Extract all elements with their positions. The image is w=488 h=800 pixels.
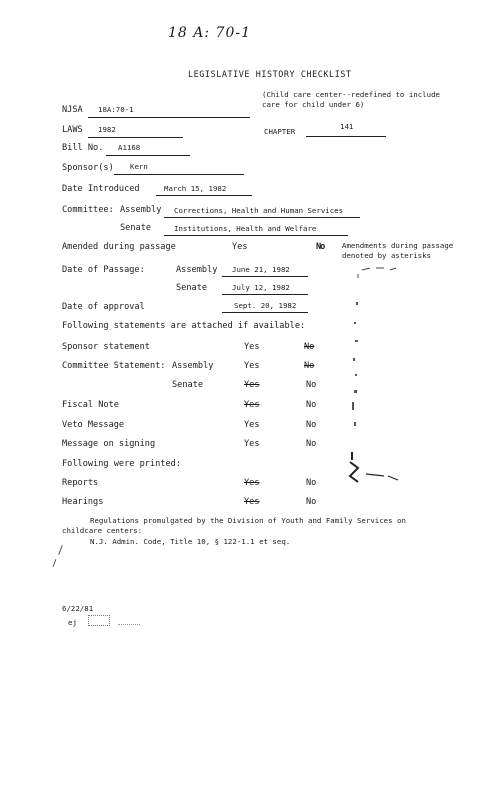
laws-label: LAWS: [62, 125, 83, 135]
passage-assembly-value: June 21, 1982: [232, 265, 290, 274]
regulations-line2: childcare centers:: [62, 526, 143, 535]
assembly-committee-value: Corrections, Health and Human Services: [174, 206, 344, 215]
passage-senate-underline: [222, 294, 308, 295]
footer-stamp-mark-2: [118, 617, 140, 625]
bill-label: Bill No.: [62, 143, 104, 153]
scan-stroke: [366, 474, 398, 480]
footer-date: 6/22/81: [62, 604, 94, 613]
footer-initials: ej: [68, 618, 77, 627]
printed-heading: Following were printed:: [62, 459, 181, 469]
veto-message-label: Veto Message: [62, 420, 125, 430]
scan-dot: [352, 402, 354, 410]
margin-mark: [58, 545, 62, 555]
attached-heading: Following statements are attached if available:: [62, 321, 306, 331]
laws-value: 1982: [98, 125, 116, 134]
message-signing-yes: Yes: [244, 439, 260, 449]
date-introduced-label: Date Introduced: [62, 184, 140, 194]
assembly-committee-underline: [164, 217, 360, 218]
senate-committee-value: Institutions, Health and Welfare: [174, 224, 317, 233]
njsa-label: NJSA: [62, 105, 83, 115]
scan-dot: [355, 374, 357, 376]
sponsor-label: Sponsor(s): [62, 163, 114, 173]
committee-statement-assembly: Assembly: [172, 361, 214, 371]
subject-note-line1: (Child care center--redefined to include: [262, 90, 440, 99]
fiscal-note-yes: Yes: [244, 400, 260, 410]
njsa-value: 18A:70-1: [98, 105, 134, 114]
sponsor-value: Kern: [130, 162, 148, 171]
subject-note-line2: care for child under 6): [262, 100, 365, 109]
passage-senate-value: July 12, 1982: [232, 283, 290, 292]
committee-label: Committee:: [62, 205, 114, 215]
sponsor-statement-no: No: [304, 342, 315, 352]
sponsor-statement-label: Sponsor statement: [62, 342, 150, 352]
date-approval-value: Sept. 20, 1982: [234, 301, 297, 310]
message-signing-label: Message on signing: [62, 439, 156, 449]
date-introduced-underline: [156, 195, 252, 196]
amended-no: No: [316, 242, 325, 252]
footer-stamp-mark: [88, 615, 110, 626]
page-title: LEGISLATIVE HISTORY CHECKLIST: [188, 69, 352, 79]
reports-label: Reports: [62, 478, 99, 488]
hearings-yes: Yes: [244, 497, 260, 507]
laws-underline: [88, 137, 183, 138]
committee-senate-yes: Yes: [244, 380, 260, 390]
handwritten-citation: 18 A: 70-1: [168, 25, 251, 41]
date-passage-label: Date of Passage:: [62, 265, 145, 275]
chapter-value: 141: [340, 122, 354, 131]
scan-dot: [355, 340, 358, 342]
scan-dot: [354, 390, 357, 393]
chapter-underline: [306, 136, 386, 137]
scan-scribble: [350, 462, 358, 482]
hearings-label: Hearings: [62, 497, 104, 507]
scan-dot: [356, 302, 358, 305]
regulations-line3: N.J. Admin. Code, Title 10, § 122-1.1 et seq.: [90, 537, 291, 546]
amended-label: Amended during passage: [62, 242, 176, 252]
reports-yes: Yes: [244, 478, 260, 488]
fiscal-note-no: No: [306, 400, 317, 410]
veto-message-no: No: [306, 420, 317, 430]
date-approval-label: Date of approval: [62, 302, 145, 312]
amendment-note-line2: denoted by asterisks: [342, 251, 431, 260]
date-approval-underline: [222, 312, 308, 313]
passage-assembly-label: Assembly: [176, 265, 218, 275]
date-introduced-value: March 15, 1982: [164, 184, 227, 193]
committee-assembly-yes: Yes: [244, 361, 260, 371]
regulations-line1: Regulations promulgated by the Division of Youth and Family Services on: [90, 516, 406, 525]
sponsor-statement-yes: Yes: [244, 342, 260, 352]
scan-dot: [353, 358, 355, 361]
scan-dot: [354, 322, 356, 324]
committee-statement-label: Committee Statement:: [62, 361, 166, 371]
committee-assembly-label: Assembly: [120, 205, 162, 215]
passage-senate-label: Senate: [176, 283, 208, 293]
scan-dot: [354, 422, 356, 426]
committee-statement-senate: Senate: [172, 380, 204, 390]
margin-mark: [53, 559, 57, 567]
veto-message-yes: Yes: [244, 420, 260, 430]
hearings-no: No: [306, 497, 317, 507]
bill-underline: [106, 155, 190, 156]
chapter-label: CHAPTER: [264, 127, 296, 136]
scan-artifact-marks: [340, 262, 420, 492]
reports-no: No: [306, 478, 317, 488]
sponsor-underline: [114, 174, 244, 175]
scan-mark: [362, 268, 396, 270]
passage-assembly-underline: [222, 276, 308, 277]
njsa-underline: [88, 117, 250, 118]
fiscal-note-label: Fiscal Note: [62, 400, 119, 410]
amended-yes: Yes: [232, 242, 248, 252]
senate-committee-underline: [164, 235, 348, 236]
bill-value: A1168: [118, 143, 141, 152]
committee-senate-label: Senate: [120, 223, 152, 233]
amendment-note-line1: Amendments during passage: [342, 241, 454, 250]
committee-assembly-no: No: [304, 361, 315, 371]
message-signing-no: No: [306, 439, 317, 449]
committee-senate-no: No: [306, 380, 317, 390]
